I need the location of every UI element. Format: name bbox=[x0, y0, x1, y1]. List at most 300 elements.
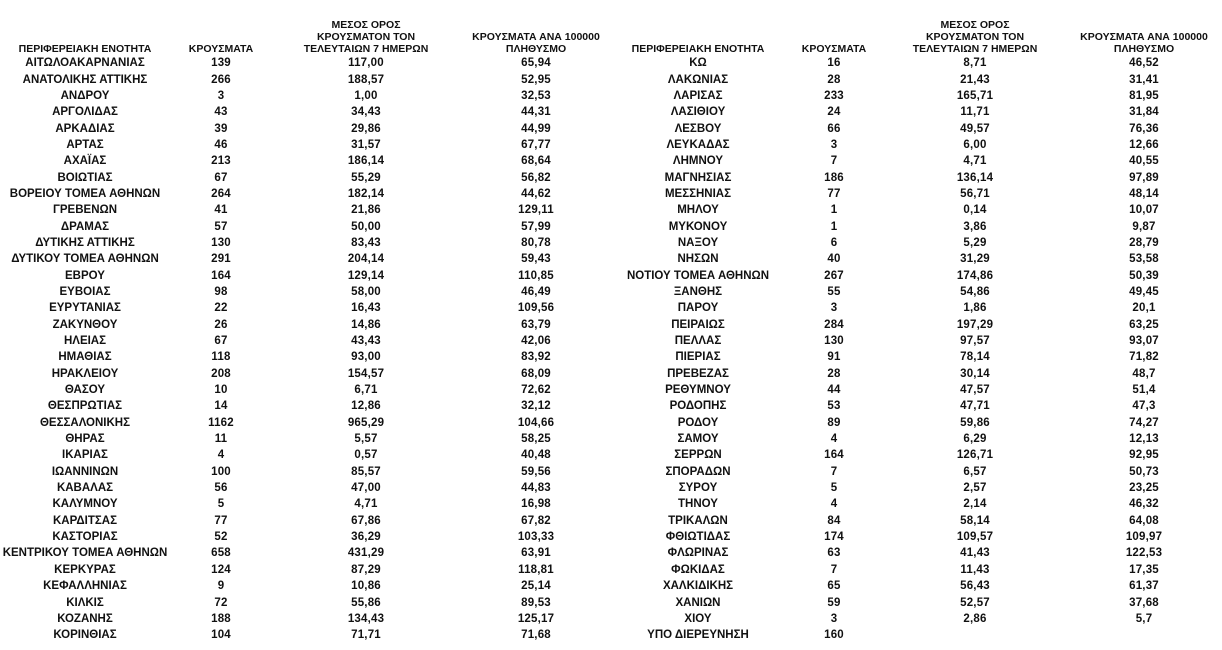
table-row bbox=[0, 611, 612, 627]
region-name: ΦΛΩΡΙΝΑΣ bbox=[667, 547, 729, 560]
table-row bbox=[0, 251, 612, 267]
table-row bbox=[612, 431, 1222, 447]
cases-count: 77 bbox=[827, 187, 841, 200]
region-name: ΕΒΡΟΥ bbox=[65, 269, 105, 282]
table-row bbox=[0, 218, 612, 234]
region-name: ΙΚΑΡΙΑΣ bbox=[62, 449, 108, 462]
cases-per-100k: 37,68 bbox=[1129, 596, 1159, 609]
table-row bbox=[612, 71, 1222, 87]
seven-day-average: 93,00 bbox=[351, 351, 381, 364]
region-name: ΡΟΔΟΥ bbox=[677, 416, 719, 429]
cases-count: 7 bbox=[830, 465, 838, 478]
seven-day-average: 67,86 bbox=[351, 514, 381, 527]
seven-day-average: 2,57 bbox=[963, 482, 987, 495]
seven-day-average: 78,14 bbox=[960, 351, 990, 364]
cases-count: 28 bbox=[827, 367, 841, 380]
table-row bbox=[0, 333, 612, 349]
table-row bbox=[0, 317, 612, 333]
cases-per-100k: 110,85 bbox=[518, 269, 554, 282]
cases-count: 46 bbox=[214, 138, 228, 151]
cases-per-100k: 47,3 bbox=[1132, 400, 1156, 413]
seven-day-average: 188,57 bbox=[347, 73, 385, 86]
region-name: ΜΑΓΝΗΣΙΑΣ bbox=[664, 171, 732, 184]
region-name: ΑΧΑΪΑΣ bbox=[63, 155, 107, 168]
cases-per-100k: 42,06 bbox=[521, 335, 551, 348]
seven-day-average: 41,43 bbox=[960, 547, 990, 560]
cases-per-100k: 83,92 bbox=[521, 351, 551, 364]
cases-per-100k: 31,41 bbox=[1129, 73, 1159, 86]
table-row bbox=[612, 300, 1222, 316]
cases-per-100k: 109,97 bbox=[1125, 531, 1163, 544]
region-name: ΕΥΡΥΤΑΝΙΑΣ bbox=[49, 302, 121, 315]
cases-per-100k: 44,99 bbox=[521, 122, 551, 135]
region-name: ΑΙΤΩΛΟΑΚΑΡΝΑΝΙΑΣ bbox=[25, 57, 145, 70]
table-row bbox=[612, 447, 1222, 463]
cases-count: 284 bbox=[824, 318, 844, 331]
cases-count: 658 bbox=[211, 547, 231, 560]
cases-count: 67 bbox=[214, 335, 228, 348]
seven-day-average: 31,29 bbox=[960, 253, 990, 266]
cases-count: 28 bbox=[827, 73, 841, 86]
table-row bbox=[0, 447, 612, 463]
region-name: ΚΑΒΑΛΑΣ bbox=[56, 482, 114, 495]
table-row bbox=[0, 431, 612, 447]
seven-day-average: 965,29 bbox=[347, 416, 385, 429]
seven-day-average: 52,57 bbox=[960, 596, 990, 609]
cases-per-100k: 20,1 bbox=[1132, 302, 1156, 315]
cases-per-100k: 16,98 bbox=[521, 498, 551, 511]
seven-day-average: 10,86 bbox=[351, 580, 381, 593]
cases-count: 65 bbox=[827, 580, 841, 593]
seven-day-average: 21,86 bbox=[351, 204, 381, 217]
cases-per-100k: 80,78 bbox=[521, 236, 551, 249]
cases-per-100k: 40,48 bbox=[521, 449, 551, 462]
cases-count: 4 bbox=[217, 449, 225, 462]
cases-per-100k: 44,62 bbox=[521, 187, 551, 200]
region-name: ΤΡΙΚΑΛΩΝ bbox=[668, 514, 728, 527]
table-row bbox=[612, 349, 1222, 365]
cases-count: 89 bbox=[827, 416, 841, 429]
cases-per-100k: 48,7 bbox=[1132, 367, 1156, 380]
cases-per-100k: 31,84 bbox=[1129, 106, 1159, 119]
region-name: ΧΙΟΥ bbox=[684, 612, 712, 625]
cases-count: 1162 bbox=[208, 416, 234, 429]
seven-day-average: 58,14 bbox=[960, 514, 990, 527]
cases-count: 160 bbox=[824, 629, 844, 642]
table-row bbox=[612, 235, 1222, 251]
table-row bbox=[0, 398, 612, 414]
table-row bbox=[0, 480, 612, 496]
region-name: ΠΕΙΡΑΙΩΣ bbox=[671, 318, 725, 331]
table-row bbox=[0, 529, 612, 545]
region-name: ΝΑΞΟΥ bbox=[677, 236, 719, 249]
cases-per-100k: 9,87 bbox=[1132, 220, 1156, 233]
left-cases-table bbox=[0, 0, 612, 643]
seven-day-average: 49,57 bbox=[960, 122, 990, 135]
table-row bbox=[0, 562, 612, 578]
cases-count: 104 bbox=[211, 629, 231, 642]
region-name: ΣΠΟΡΑΔΩΝ bbox=[665, 465, 731, 478]
region-name: ΑΝΔΡΟΥ bbox=[60, 89, 110, 102]
table-row bbox=[0, 169, 612, 185]
seven-day-average: 47,71 bbox=[960, 400, 990, 413]
region-name: ΝΗΣΩΝ bbox=[677, 253, 719, 266]
seven-day-average: 71,71 bbox=[351, 629, 381, 642]
region-name: ΙΩΑΝΝΙΝΩΝ bbox=[51, 465, 119, 478]
header-region: ΠΕΡΙΦΕΡΕΙΑΚΗ ΕΝΟΤΗΤΑ bbox=[18, 43, 152, 55]
cases-per-100k: 56,82 bbox=[521, 171, 551, 184]
table-row bbox=[612, 562, 1222, 578]
cases-per-100k: 97,89 bbox=[1129, 171, 1159, 184]
cases-count: 41 bbox=[214, 204, 228, 217]
cases-count: 63 bbox=[827, 547, 841, 560]
cases-per-100k: 59,56 bbox=[521, 465, 551, 478]
cases-count: 66 bbox=[827, 122, 841, 135]
table-row bbox=[612, 120, 1222, 136]
table-row bbox=[612, 284, 1222, 300]
cases-count: 24 bbox=[827, 106, 841, 119]
cases-per-100k: 25,14 bbox=[521, 580, 551, 593]
cases-per-100k: 17,35 bbox=[1129, 563, 1159, 576]
seven-day-average: 136,14 bbox=[956, 171, 994, 184]
cases-per-100k: 5,7 bbox=[1135, 612, 1153, 625]
seven-day-average: 134,43 bbox=[347, 612, 385, 625]
table-row bbox=[0, 284, 612, 300]
seven-day-average: 58,00 bbox=[351, 285, 381, 298]
cases-per-100k: 89,53 bbox=[521, 596, 551, 609]
cases-count: 1 bbox=[830, 220, 838, 233]
seven-day-average: 431,29 bbox=[347, 547, 385, 560]
cases-per-100k: 51,4 bbox=[1132, 384, 1156, 397]
table-row bbox=[0, 202, 612, 218]
table-row bbox=[0, 545, 612, 561]
cases-count: 40 bbox=[827, 253, 841, 266]
header-7day-average: ΜΕΣΟΣ ΟΡΟΣ ΚΡΟΥΣΜΑΤΟΝ ΤΟΝ ΤΕΛΕΥΤΑΙΩΝ 7 ΗΜΕΡΩΝ bbox=[303, 19, 429, 55]
seven-day-average: 59,86 bbox=[960, 416, 990, 429]
cases-per-100k: 12,13 bbox=[1129, 433, 1159, 446]
table-row bbox=[612, 202, 1222, 218]
cases-per-100k: 63,25 bbox=[1129, 318, 1159, 331]
cases-count: 39 bbox=[214, 122, 228, 135]
region-name: ΛΗΜΝΟΥ bbox=[672, 155, 724, 168]
table-row bbox=[612, 104, 1222, 120]
seven-day-average: 165,71 bbox=[956, 89, 994, 102]
cases-per-100k: 64,08 bbox=[1129, 514, 1159, 527]
seven-day-average: 36,29 bbox=[351, 531, 381, 544]
table-row bbox=[0, 267, 612, 283]
region-name: ΑΡΤΑΣ bbox=[66, 138, 104, 151]
region-name: ΚΕΝΤΡΙΚΟΥ ΤΟΜΕΑ ΑΘΗΝΩΝ bbox=[2, 547, 168, 560]
cases-count: 3 bbox=[217, 89, 225, 102]
seven-day-average: 109,57 bbox=[956, 531, 994, 544]
cases-count: 84 bbox=[827, 514, 841, 527]
region-name: ΑΝΑΤΟΛΙΚΗΣ ΑΤΤΙΚΗΣ bbox=[22, 73, 148, 86]
cases-per-100k: 23,25 bbox=[1129, 482, 1159, 495]
cases-count: 266 bbox=[211, 73, 231, 86]
region-name: ΗΡΑΚΛΕΙΟΥ bbox=[51, 367, 119, 380]
cases-count: 26 bbox=[214, 318, 228, 331]
cases-per-100k: 58,25 bbox=[521, 433, 551, 446]
table-row bbox=[612, 88, 1222, 104]
region-name: ΚΟΡΙΝΘΙΑΣ bbox=[53, 629, 117, 642]
cases-per-100k: 50,39 bbox=[1129, 269, 1159, 282]
table-row bbox=[0, 578, 612, 594]
cases-count: 77 bbox=[214, 514, 228, 527]
seven-day-average: 50,00 bbox=[351, 220, 381, 233]
cases-per-100k: 32,12 bbox=[521, 400, 551, 413]
cases-per-100k: 68,09 bbox=[521, 367, 551, 380]
seven-day-average bbox=[884, 627, 1066, 643]
header-cases: ΚΡΟΥΣΜΑΤΑ bbox=[188, 43, 254, 55]
right-table-body bbox=[612, 55, 1222, 643]
cases-count: 7 bbox=[830, 563, 838, 576]
seven-day-average: 55,29 bbox=[351, 171, 381, 184]
region-name: ΚΑΡΔΙΤΣΑΣ bbox=[52, 514, 118, 527]
region-name: ΤΗΝΟΥ bbox=[678, 498, 718, 511]
region-name: ΚΑΣΤΟΡΙΑΣ bbox=[52, 531, 118, 544]
table-row bbox=[612, 333, 1222, 349]
cases-count: 233 bbox=[824, 89, 844, 102]
region-name: ΛΑΣΙΘΙΟΥ bbox=[670, 106, 726, 119]
table-row bbox=[612, 611, 1222, 627]
seven-day-average: 2,86 bbox=[963, 612, 987, 625]
seven-day-average: 0,57 bbox=[354, 449, 378, 462]
cases-count: 4 bbox=[830, 498, 838, 511]
cases-count: 208 bbox=[211, 367, 231, 380]
seven-day-average: 47,57 bbox=[960, 384, 990, 397]
table-row bbox=[0, 366, 612, 382]
cases-count: 43 bbox=[214, 106, 228, 119]
cases-count: 91 bbox=[827, 351, 841, 364]
table-row bbox=[612, 169, 1222, 185]
cases-count: 124 bbox=[211, 563, 231, 576]
table-row bbox=[612, 366, 1222, 382]
cases-count: 118 bbox=[211, 351, 231, 364]
cases-count: 22 bbox=[214, 302, 228, 315]
cases-per-100k: 76,36 bbox=[1129, 122, 1159, 135]
cases-count: 3 bbox=[830, 138, 838, 151]
seven-day-average: 4,71 bbox=[354, 498, 378, 511]
cases-per-100k: 67,77 bbox=[521, 138, 551, 151]
region-name: ΚΑΛΥΜΝΟΥ bbox=[52, 498, 118, 511]
region-name: ΑΡΚΑΔΙΑΣ bbox=[55, 122, 115, 135]
table-row bbox=[0, 137, 612, 153]
region-name: ΘΗΡΑΣ bbox=[65, 433, 105, 446]
region-name: ΜΗΛΟΥ bbox=[677, 204, 719, 217]
region-name: ΠΕΛΛΑΣ bbox=[674, 335, 722, 348]
seven-day-average: 87,29 bbox=[351, 563, 381, 576]
table-row bbox=[0, 186, 612, 202]
cases-count: 164 bbox=[824, 449, 844, 462]
seven-day-average: 117,00 bbox=[348, 57, 384, 70]
table-row bbox=[0, 594, 612, 610]
right-table-section bbox=[612, 0, 1222, 643]
region-name: ΓΡΕΒΕΝΩΝ bbox=[52, 204, 118, 217]
table-row bbox=[0, 88, 612, 104]
cases-per-100k: 48,14 bbox=[1129, 187, 1159, 200]
table-row bbox=[0, 496, 612, 512]
seven-day-average: 126,71 bbox=[956, 449, 994, 462]
header-7day-average: ΜΕΣΟΣ ΟΡΟΣ ΚΡΟΥΣΜΑΤΟΝ ΤΟΝ ΤΕΛΕΥΤΑΙΩΝ 7 ΗΜΕΡΩΝ bbox=[912, 19, 1038, 55]
left-header-row bbox=[0, 0, 612, 55]
region-name: ΠΙΕΡΙΑΣ bbox=[675, 351, 721, 364]
region-name: ΚΕΡΚΥΡΑΣ bbox=[54, 563, 116, 576]
seven-day-average: 6,71 bbox=[354, 384, 378, 397]
seven-day-average: 1,86 bbox=[963, 302, 987, 315]
cases-count: 188 bbox=[211, 612, 231, 625]
cases-per-100k: 53,58 bbox=[1129, 253, 1159, 266]
cases-per-100k: 61,37 bbox=[1129, 580, 1159, 593]
seven-day-average: 54,86 bbox=[960, 285, 990, 298]
cases-per-100k: 118,81 bbox=[518, 563, 554, 576]
seven-day-average: 197,29 bbox=[956, 318, 994, 331]
cases-per-100k: 109,56 bbox=[517, 302, 555, 315]
cases-per-100k: 67,82 bbox=[521, 514, 551, 527]
table-row bbox=[0, 464, 612, 480]
table-row bbox=[0, 153, 612, 169]
region-name: ΛΑΚΩΝΙΑΣ bbox=[667, 73, 729, 86]
cases-per-100k: 44,83 bbox=[521, 482, 551, 495]
seven-day-average: 186,14 bbox=[347, 155, 385, 168]
table-row bbox=[612, 513, 1222, 529]
seven-day-average: 43,43 bbox=[351, 335, 381, 348]
region-name: ΗΜΑΘΙΑΣ bbox=[58, 351, 112, 364]
seven-day-average: 5,57 bbox=[354, 433, 378, 446]
left-table-section bbox=[0, 0, 612, 643]
cases-per-100k: 104,66 bbox=[517, 416, 555, 429]
header-region: ΠΕΡΙΦΕΡΕΙΑΚΗ ΕΝΟΤΗΤΑ bbox=[631, 43, 765, 55]
cases-per-100k: 103,33 bbox=[517, 531, 555, 544]
cases-count: 186 bbox=[824, 171, 844, 184]
seven-day-average: 2,14 bbox=[963, 498, 987, 511]
cases-count: 7 bbox=[830, 155, 838, 168]
region-name: ΧΑΝΙΩΝ bbox=[675, 596, 721, 609]
cases-per-100k: 74,27 bbox=[1129, 416, 1159, 429]
seven-day-average: 11,43 bbox=[960, 563, 990, 576]
cases-per-100k: 72,62 bbox=[521, 384, 551, 397]
cases-per-100k: 59,43 bbox=[521, 253, 551, 266]
region-name: ΧΑΛΚΙΔΙΚΗΣ bbox=[662, 580, 734, 593]
seven-day-average: 56,71 bbox=[960, 187, 990, 200]
region-name: ΣΑΜΟΥ bbox=[677, 433, 719, 446]
cases-count: 291 bbox=[211, 253, 231, 266]
left-table-body bbox=[0, 55, 612, 643]
table-row bbox=[612, 267, 1222, 283]
table-row bbox=[612, 480, 1222, 496]
region-name: ΣΥΡΟΥ bbox=[678, 482, 718, 495]
region-name: ΣΕΡΡΩΝ bbox=[674, 449, 722, 462]
table-row bbox=[0, 120, 612, 136]
region-name: ΚΟΖΑΝΗΣ bbox=[57, 612, 113, 625]
cases-count: 164 bbox=[211, 269, 231, 282]
seven-day-average: 85,57 bbox=[351, 465, 381, 478]
region-name: ΔΡΑΜΑΣ bbox=[60, 220, 110, 233]
seven-day-average: 5,29 bbox=[963, 236, 987, 249]
cases-per-100k: 46,32 bbox=[1129, 498, 1159, 511]
region-name: ΦΘΙΩΤΙΔΑΣ bbox=[665, 531, 731, 544]
region-name: ΒΟΡΕΙΟΥ ΤΟΜΕΑ ΑΘΗΝΩΝ bbox=[9, 187, 161, 200]
cases-per-100k: 68,64 bbox=[521, 155, 551, 168]
cases-count: 130 bbox=[211, 236, 231, 249]
cases-per-100k: 63,79 bbox=[521, 318, 551, 331]
cases-per-100k: 44,31 bbox=[521, 106, 551, 119]
seven-day-average: 97,57 bbox=[960, 335, 990, 348]
header-cases-per-100k: ΚΡΟΥΣΜΑΤΑ ΑΝΑ 100000 ΠΛΗΘΥΣΜΟ bbox=[1080, 31, 1208, 55]
cases-count: 52 bbox=[214, 531, 228, 544]
cases-per-100k: 71,82 bbox=[1129, 351, 1159, 364]
region-name: ΚΕΦΑΛΛΗΝΙΑΣ bbox=[43, 580, 127, 593]
seven-day-average: 1,00 bbox=[354, 89, 378, 102]
region-name: ΞΑΝΘΗΣ bbox=[673, 285, 723, 298]
cases-count: 5 bbox=[830, 482, 838, 495]
table-row bbox=[0, 349, 612, 365]
seven-day-average: 182,14 bbox=[347, 187, 385, 200]
cases-count: 1 bbox=[830, 204, 838, 217]
region-name: ΒΟΙΩΤΙΑΣ bbox=[57, 171, 113, 184]
cases-per-100k: 40,55 bbox=[1129, 155, 1159, 168]
region-name: ΠΡΕΒΕΖΑΣ bbox=[667, 367, 729, 380]
table-row bbox=[0, 415, 612, 431]
cases-per-100k: 122,53 bbox=[1125, 547, 1163, 560]
right-header-row bbox=[612, 0, 1222, 55]
table-row bbox=[612, 398, 1222, 414]
table-row bbox=[612, 545, 1222, 561]
region-name: ΡΕΘΥΜΝΟΥ bbox=[665, 384, 731, 397]
seven-day-average: 47,00 bbox=[351, 482, 381, 495]
seven-day-average: 8,71 bbox=[963, 57, 987, 70]
cases-count: 5 bbox=[217, 498, 225, 511]
region-name: ΘΕΣΠΡΩΤΙΑΣ bbox=[47, 400, 123, 413]
seven-day-average: 55,86 bbox=[351, 596, 381, 609]
table-row bbox=[0, 235, 612, 251]
cases-count: 44 bbox=[827, 384, 841, 397]
cases-count: 53 bbox=[827, 400, 841, 413]
seven-day-average: 6,29 bbox=[963, 433, 987, 446]
region-name: ΔΥΤΙΚΗΣ ΑΤΤΙΚΗΣ bbox=[35, 236, 135, 249]
seven-day-average: 12,86 bbox=[351, 400, 381, 413]
cases-count: 10 bbox=[214, 384, 228, 397]
cases-count: 72 bbox=[214, 596, 228, 609]
table-row bbox=[612, 529, 1222, 545]
cases-count: 67 bbox=[214, 171, 228, 184]
region-name: ΗΛΕΙΑΣ bbox=[63, 335, 107, 348]
region-name: ΠΑΡΟΥ bbox=[677, 302, 719, 315]
table-row bbox=[612, 137, 1222, 153]
region-name: ΜΕΣΣΗΝΙΑΣ bbox=[664, 187, 732, 200]
cases-count: 14 bbox=[214, 400, 228, 413]
table-row bbox=[0, 104, 612, 120]
cases-per-100k: 129,11 bbox=[518, 204, 554, 217]
table-row bbox=[0, 382, 612, 398]
cases-count: 9 bbox=[217, 580, 225, 593]
region-name: ΔΥΤΙΚΟΥ ΤΟΜΕΑ ΑΘΗΝΩΝ bbox=[11, 253, 159, 266]
region-name: ΚΙΛΚΙΣ bbox=[66, 596, 104, 609]
seven-day-average: 154,57 bbox=[347, 367, 385, 380]
table-row bbox=[612, 382, 1222, 398]
table-row bbox=[612, 218, 1222, 234]
cases-count: 267 bbox=[824, 269, 844, 282]
cases-per-100k: 32,53 bbox=[521, 89, 551, 102]
cases-count: 264 bbox=[211, 187, 231, 200]
cases-per-100k: 57,99 bbox=[521, 220, 551, 233]
table-row bbox=[612, 464, 1222, 480]
cases-per-100k: 49,45 bbox=[1129, 285, 1159, 298]
cases-count: 100 bbox=[211, 465, 231, 478]
table-row bbox=[612, 251, 1222, 267]
seven-day-average: 6,00 bbox=[963, 138, 987, 151]
cases-count: 16 bbox=[827, 57, 841, 70]
region-name: ΚΩ bbox=[689, 57, 707, 70]
